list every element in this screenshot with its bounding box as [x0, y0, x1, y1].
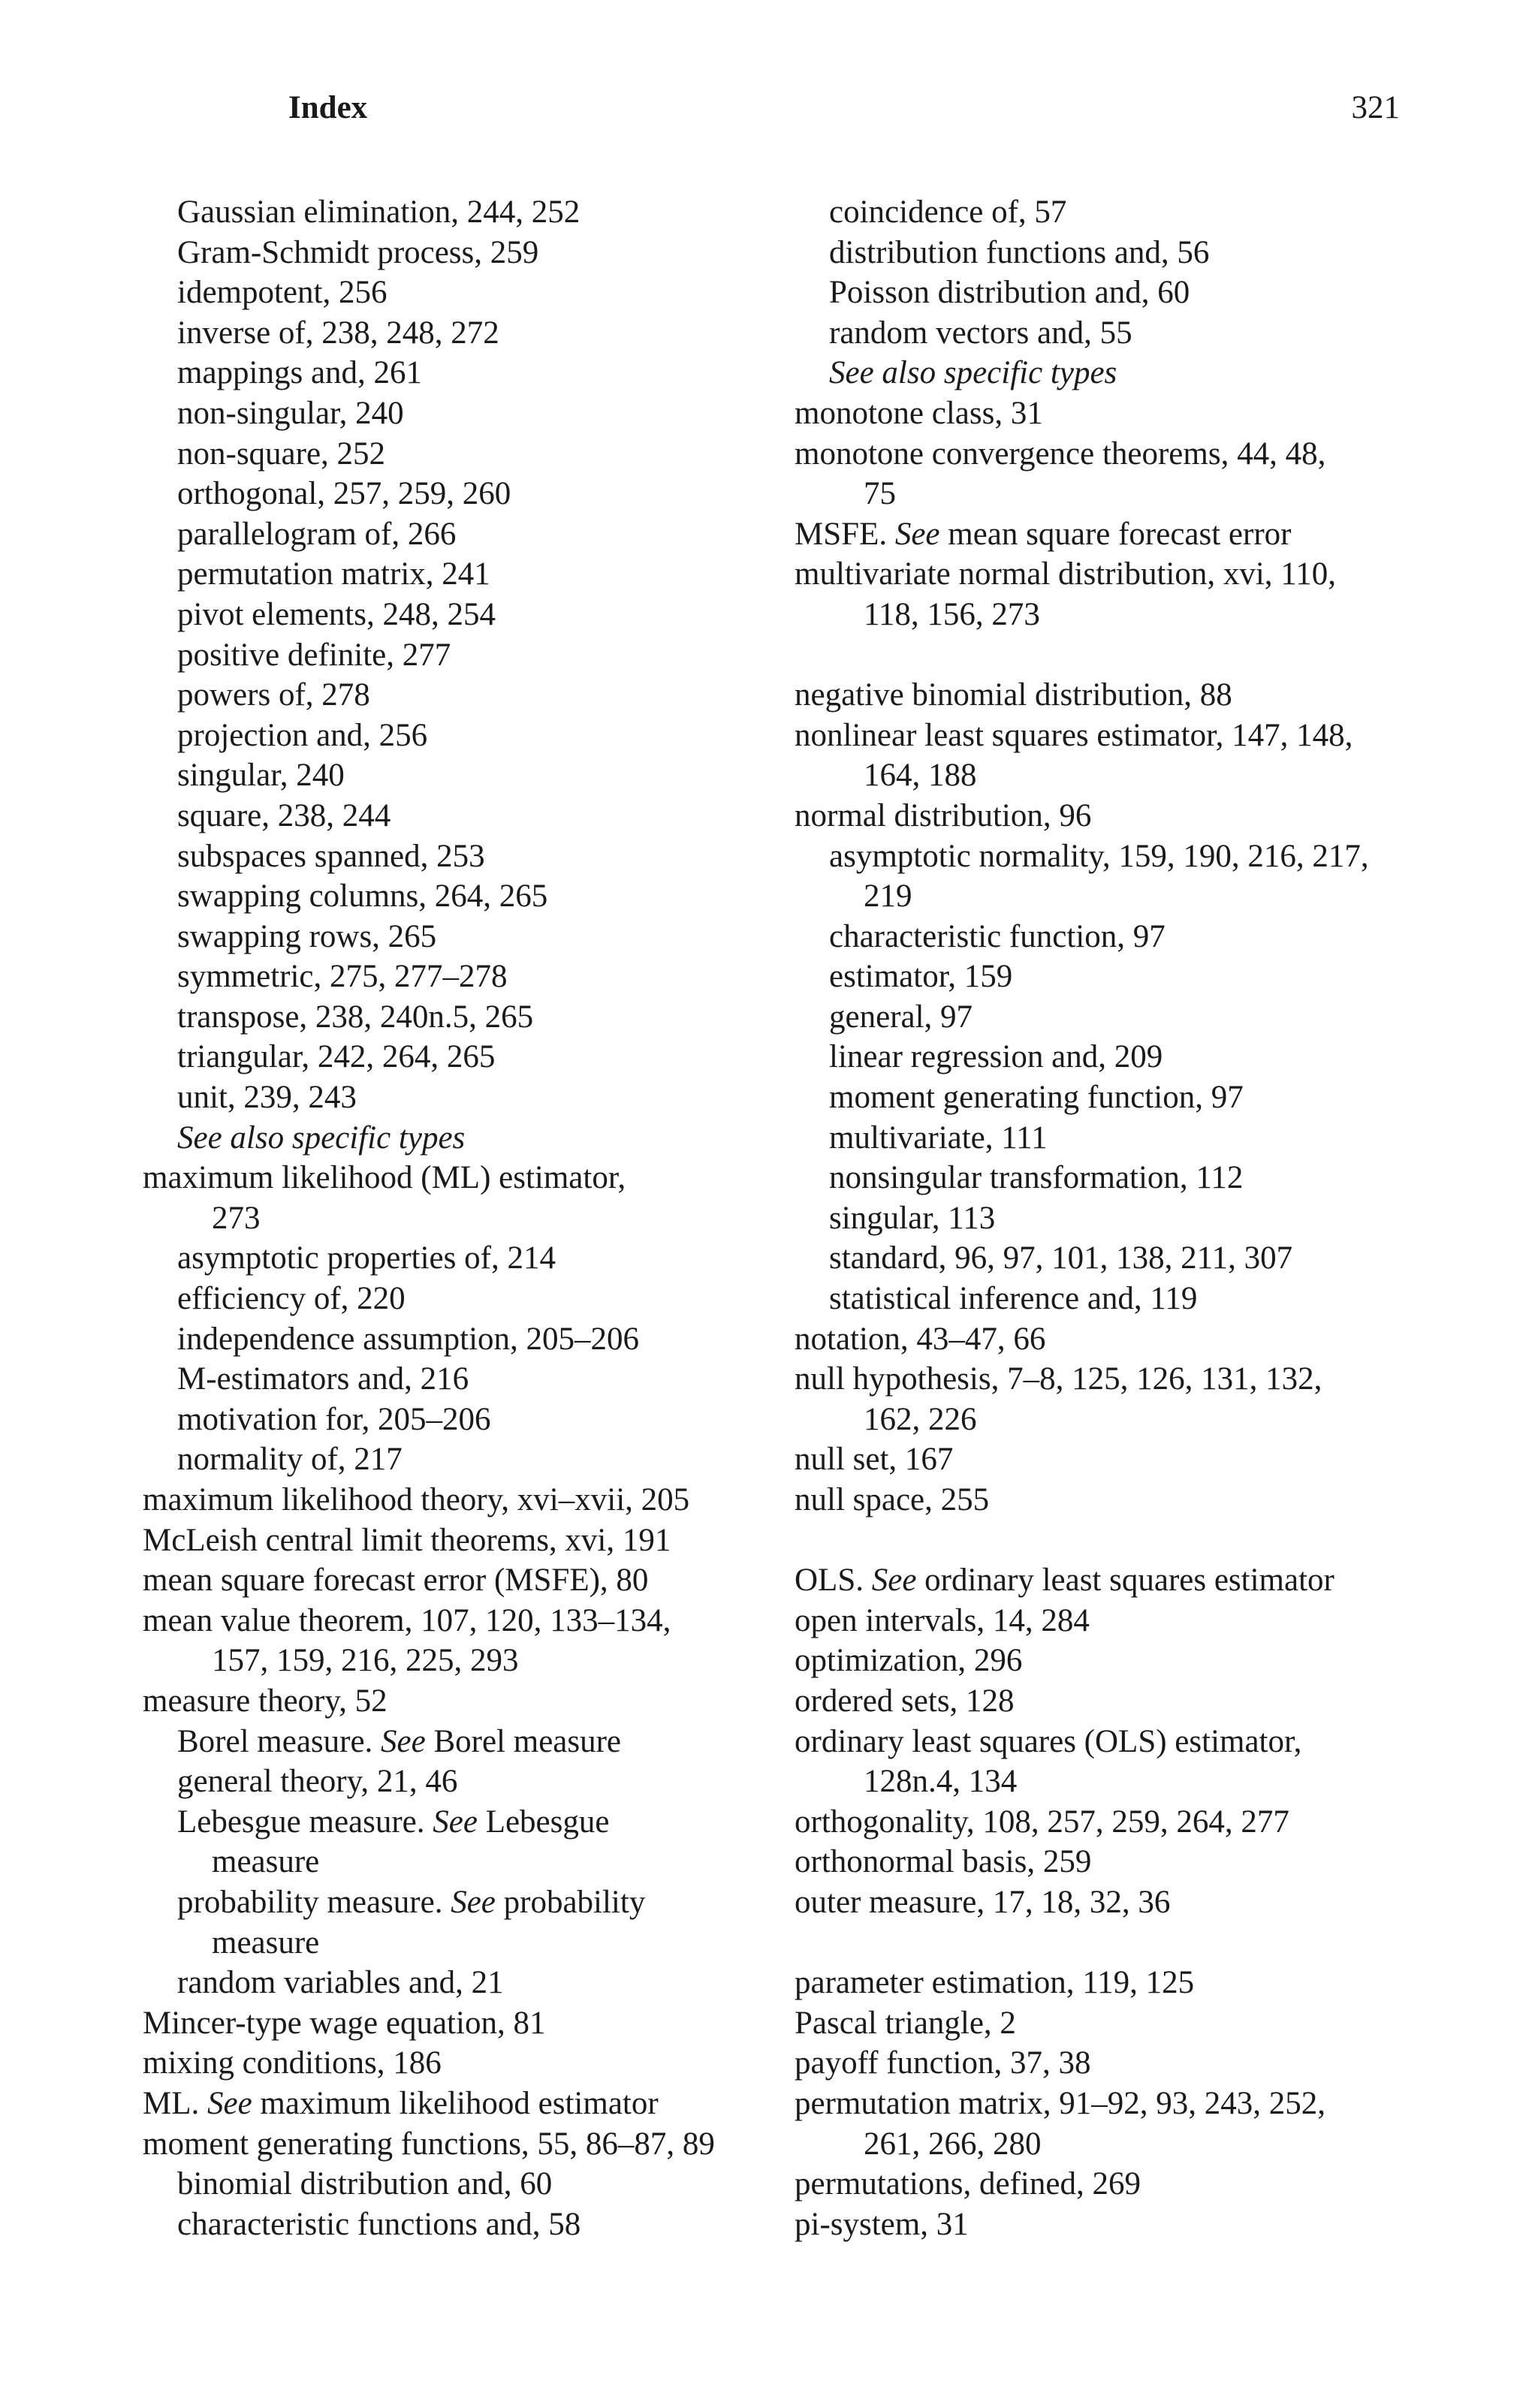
index-subentry [143, 997, 804, 1038]
entry-text: unit, 239, 243 [177, 1080, 357, 1116]
index-subentry [795, 1158, 1470, 1198]
entry-text: normal distribution, 96 [795, 797, 1092, 833]
index-subentry [143, 755, 804, 796]
entry-text: idempotent, 256 [177, 275, 388, 311]
index-subentry [143, 192, 804, 233]
index-subentry [143, 2205, 804, 2245]
entry-text: distribution functions and, 56 [829, 234, 1210, 270]
entry-text: Borel measure. [177, 1723, 381, 1759]
entry-text: multivariate, 111 [829, 1120, 1048, 1156]
entry-text: M-estimators and, 216 [177, 1361, 469, 1397]
entry-text: moment generating function, 97 [829, 1080, 1244, 1116]
entry-text: non-square, 252 [177, 435, 386, 472]
entry-text: independence assumption, 205–206 [177, 1321, 640, 1357]
index-spacer [795, 1923, 1470, 1963]
cross-reference-target: maximum likelihood estimator [252, 2085, 659, 2121]
index-subentry [143, 353, 804, 393]
index-continuation [795, 474, 1470, 514]
index-subentry [143, 1118, 804, 1159]
index-entry [143, 2124, 804, 2165]
index-entry [795, 1802, 1470, 1843]
index-subentry [143, 1762, 804, 1802]
entry-text: projection and, 256 [177, 717, 428, 753]
index-subentry [795, 1198, 1470, 1239]
entry-text: asymptotic properties of, 214 [177, 1240, 556, 1276]
index-subentry [143, 716, 804, 756]
index-entry [795, 2164, 1470, 2205]
entry-text: motivation for, 205–206 [177, 1401, 491, 1437]
index-entry [795, 1842, 1470, 1882]
entry-text: measure theory, 52 [143, 1683, 388, 1719]
index-entry [795, 1560, 1470, 1601]
entry-text: 128n.4, 134 [864, 1764, 1018, 1800]
index-subentry [143, 1037, 804, 1077]
entry-text: 162, 226 [864, 1401, 977, 1437]
index-subentry [143, 876, 804, 917]
index-subentry [795, 1037, 1470, 1077]
index-entry [795, 2205, 1470, 2245]
entry-text: Gram-Schmidt process, 259 [177, 234, 539, 270]
index-subentry [143, 1238, 804, 1279]
index-entry [143, 2043, 804, 2084]
index-subentry [143, 836, 804, 877]
index-entry [795, 2043, 1470, 2084]
index-subentry [143, 1077, 804, 1118]
index-entry [143, 1681, 804, 1722]
entry-text: ordered sets, 128 [795, 1683, 1015, 1719]
entry-text: pivot elements, 248, 254 [177, 596, 496, 632]
index-entry [795, 1681, 1470, 1722]
cross-reference-target: mean square forecast error [939, 516, 1292, 552]
index-subentry [143, 474, 804, 514]
entry-text: 219 [864, 879, 912, 915]
entry-text: transpose, 238, 240n.5, 265 [177, 999, 534, 1035]
entry-text: 75 [864, 476, 896, 512]
entry-text: Gaussian elimination, 244, 252 [177, 194, 581, 230]
index-column-right [795, 192, 1470, 2244]
entry-text: symmetric, 275, 277–278 [177, 959, 508, 995]
index-subentry [143, 1722, 804, 1762]
entry-text: subspaces spanned, 253 [177, 838, 485, 874]
entry-text: characteristic function, 97 [829, 918, 1166, 954]
index-subentry [143, 1400, 804, 1440]
entry-text: null hypothesis, 7–8, 125, 126, 131, 132, [795, 1361, 1322, 1397]
entry-text: 118, 156, 273 [864, 596, 1040, 632]
entry-text: normality of, 217 [177, 1442, 403, 1478]
index-subentry [143, 1802, 804, 1843]
entry-text: ML. [143, 2085, 207, 2121]
index-entry [795, 1359, 1470, 1400]
cross-reference-target: probability [495, 1884, 646, 1920]
cross-reference-target: Lebesgue [477, 1804, 610, 1840]
cross-reference-label: See [871, 1563, 917, 1599]
entry-text: positive definite, 277 [177, 637, 451, 673]
entry-text: optimization, 296 [795, 1643, 1023, 1679]
entry-text: orthonormal basis, 259 [795, 1844, 1092, 1880]
index-subentry [143, 1359, 804, 1400]
entry-text: estimator, 159 [829, 959, 1013, 995]
index-entry [795, 716, 1470, 756]
index-subentry [143, 957, 804, 997]
index-entry [795, 434, 1470, 475]
index-entry [795, 1722, 1470, 1762]
entry-text: mixing conditions, 186 [143, 2045, 442, 2081]
page-header [288, 84, 1400, 132]
index-subentry [795, 957, 1470, 997]
index-subentry [143, 554, 804, 595]
index-entry [143, 1601, 804, 1641]
index-subentry [143, 434, 804, 475]
entry-text: asymptotic normality, 159, 190, 216, 217, [829, 838, 1369, 874]
index-entry [795, 1882, 1470, 1923]
index-subentry [143, 1279, 804, 1319]
entry-text: MSFE. [795, 516, 895, 552]
index-subentry [143, 233, 804, 273]
entry-text: nonsingular transformation, 112 [829, 1160, 1244, 1196]
entry-text: square, 238, 244 [177, 797, 391, 833]
entry-text: payoff function, 37, 38 [795, 2045, 1091, 2081]
entry-text: efficiency of, 220 [177, 1281, 406, 1317]
entry-text: maximum likelihood (ML) estimator, [143, 1160, 626, 1196]
index-subentry [143, 273, 804, 313]
cross-reference-label: See also specific types [829, 355, 1117, 391]
index-subentry [795, 353, 1470, 393]
entry-text: general theory, 21, 46 [177, 1764, 458, 1800]
index-entry [795, 1319, 1470, 1360]
entry-text: monotone convergence theorems, 44, 48, [795, 435, 1326, 472]
entry-text: random vectors and, 55 [829, 315, 1132, 351]
entry-text: non-singular, 240 [177, 395, 404, 431]
index-continuation [795, 595, 1470, 635]
index-entry [795, 2084, 1470, 2124]
index-subentry [143, 1439, 804, 1480]
entry-text: orthogonality, 108, 257, 259, 264, 277 [795, 1804, 1289, 1840]
index-spacer [795, 635, 1470, 676]
index-entry [795, 1963, 1470, 2003]
index-subentry [795, 1077, 1470, 1118]
index-subentry [143, 1882, 804, 1923]
entry-text: notation, 43–47, 66 [795, 1321, 1046, 1357]
entry-text: measure [212, 1844, 320, 1880]
index-continuation [795, 1400, 1470, 1440]
entry-text: monotone class, 31 [795, 395, 1043, 431]
entry-text: mean square forecast error (MSFE), 80 [143, 1563, 649, 1599]
cross-reference-label: See [381, 1723, 426, 1759]
index-entry [143, 1520, 804, 1561]
index-subentry [143, 313, 804, 354]
index-spacer [795, 1520, 1470, 1561]
index-entry [143, 1158, 804, 1198]
index-subentry [795, 233, 1470, 273]
index-subentry [795, 313, 1470, 354]
index-continuation [795, 2124, 1470, 2165]
cross-reference-label: See [451, 1884, 496, 1920]
index-subentry [143, 917, 804, 957]
index-subentry [795, 1118, 1470, 1159]
index-entry [795, 675, 1470, 716]
index-subentry [143, 796, 804, 836]
index-subentry [795, 273, 1470, 313]
entry-text: null space, 255 [795, 1482, 990, 1517]
index-continuation [795, 755, 1470, 796]
index-column-left [143, 192, 804, 2244]
index-continuation [143, 1641, 804, 1681]
page-number: 321 [1351, 90, 1400, 125]
entry-text: measure [212, 1924, 320, 1960]
index-entry [795, 796, 1470, 836]
index-entry [795, 1480, 1470, 1520]
entry-text: null set, 167 [795, 1442, 954, 1478]
entry-text: binomial distribution and, 60 [177, 2166, 553, 2202]
entry-text: Pascal triangle, 2 [795, 2005, 1016, 2041]
index-entry [143, 2003, 804, 2044]
cross-reference-label: See [433, 1804, 478, 1840]
index-subentry [795, 836, 1470, 877]
entry-text: 261, 266, 280 [864, 2126, 1042, 2162]
entry-text: orthogonal, 257, 259, 260 [177, 476, 511, 512]
entry-text: swapping columns, 264, 265 [177, 879, 548, 915]
index-subentry [143, 675, 804, 716]
index-continuation [795, 876, 1470, 917]
cross-reference-label: See [894, 516, 940, 552]
index-subentry [143, 393, 804, 434]
cross-reference-label: See also specific types [177, 1120, 466, 1156]
entry-text: mappings and, 261 [177, 355, 423, 391]
entry-text: singular, 240 [177, 758, 345, 794]
entry-text: mean value theorem, 107, 120, 133–134, [143, 1602, 671, 1638]
entry-text: permutation matrix, 241 [177, 556, 490, 592]
index-continuation [795, 1762, 1470, 1802]
entry-text: multivariate normal distribution, xvi, 110, [795, 556, 1336, 592]
index-subentry [143, 595, 804, 635]
index-entry [143, 1480, 804, 1520]
entry-text: 273 [212, 1200, 261, 1236]
index-subentry [795, 192, 1470, 233]
entry-text: ordinary least squares (OLS) estimator, [795, 1723, 1302, 1759]
index-entry [143, 2084, 804, 2124]
index-continuation [143, 1842, 804, 1882]
index-subentry [143, 635, 804, 676]
entry-text: powers of, 278 [177, 677, 370, 713]
index-subentry [795, 997, 1470, 1038]
entry-text: moment generating functions, 55, 86–87, 89 [143, 2126, 715, 2162]
index-entry [795, 393, 1470, 434]
entry-text: outer measure, 17, 18, 32, 36 [795, 1884, 1171, 1920]
entry-text: swapping rows, 265 [177, 918, 437, 954]
entry-text: pi-system, 31 [795, 2206, 969, 2242]
entry-text: coincidence of, 57 [829, 194, 1067, 230]
index-subentry [143, 1319, 804, 1360]
index-subentry [143, 514, 804, 555]
entry-text: characteristic functions and, 58 [177, 2206, 581, 2242]
entry-text: permutation matrix, 91–92, 93, 243, 252, [795, 2085, 1326, 2121]
index-entry [795, 1439, 1470, 1480]
entry-text: parallelogram of, 266 [177, 516, 457, 552]
index-entry [143, 1560, 804, 1601]
entry-text: triangular, 242, 264, 265 [177, 1039, 496, 1075]
entry-text: Mincer-type wage equation, 81 [143, 2005, 546, 2041]
index-entry [795, 554, 1470, 595]
cross-reference-label: See [207, 2085, 252, 2121]
entry-text: maximum likelihood theory, xvi–xvii, 205 [143, 1482, 690, 1517]
entry-text: OLS. [795, 1563, 872, 1599]
index-entry [795, 2003, 1470, 2044]
entry-text: inverse of, 238, 248, 272 [177, 315, 499, 351]
entry-text: standard, 96, 97, 101, 138, 211, 307 [829, 1240, 1293, 1276]
index-continuation [143, 1198, 804, 1239]
index-subentry [143, 2164, 804, 2205]
entry-text: linear regression and, 209 [829, 1039, 1163, 1075]
entry-text: open intervals, 14, 284 [795, 1602, 1090, 1638]
cross-reference-target: Borel measure [425, 1723, 622, 1759]
index-subentry [795, 917, 1470, 957]
cross-reference-target: ordinary least squares estimator [916, 1563, 1334, 1599]
index-entry [795, 1601, 1470, 1641]
index-subentry [795, 1238, 1470, 1279]
entry-text: parameter estimation, 119, 125 [795, 1965, 1195, 2001]
entry-text: singular, 113 [829, 1200, 996, 1236]
entry-text: Lebesgue measure. [177, 1804, 433, 1840]
index-subentry [143, 1963, 804, 2003]
index-continuation [143, 1923, 804, 1963]
entry-text: McLeish central limit theorems, xvi, 191 [143, 1522, 671, 1558]
index-entry [795, 1641, 1470, 1681]
entry-text: probability measure. [177, 1884, 451, 1920]
entry-text: general, 97 [829, 999, 973, 1035]
entry-text: nonlinear least squares estimator, 147, 148, [795, 717, 1353, 753]
entry-text: statistical inference and, 119 [829, 1281, 1198, 1317]
index-subentry [795, 1279, 1470, 1319]
entry-text: random variables and, 21 [177, 1965, 504, 2001]
entry-text: permutations, defined, 269 [795, 2166, 1141, 2202]
entry-text: 164, 188 [864, 758, 977, 794]
entry-text: Poisson distribution and, 60 [829, 275, 1190, 311]
entry-text: 157, 159, 216, 225, 293 [212, 1643, 519, 1679]
index-entry [795, 514, 1470, 555]
running-head-title: Index [288, 90, 368, 125]
entry-text: negative binomial distribution, 88 [795, 677, 1232, 713]
